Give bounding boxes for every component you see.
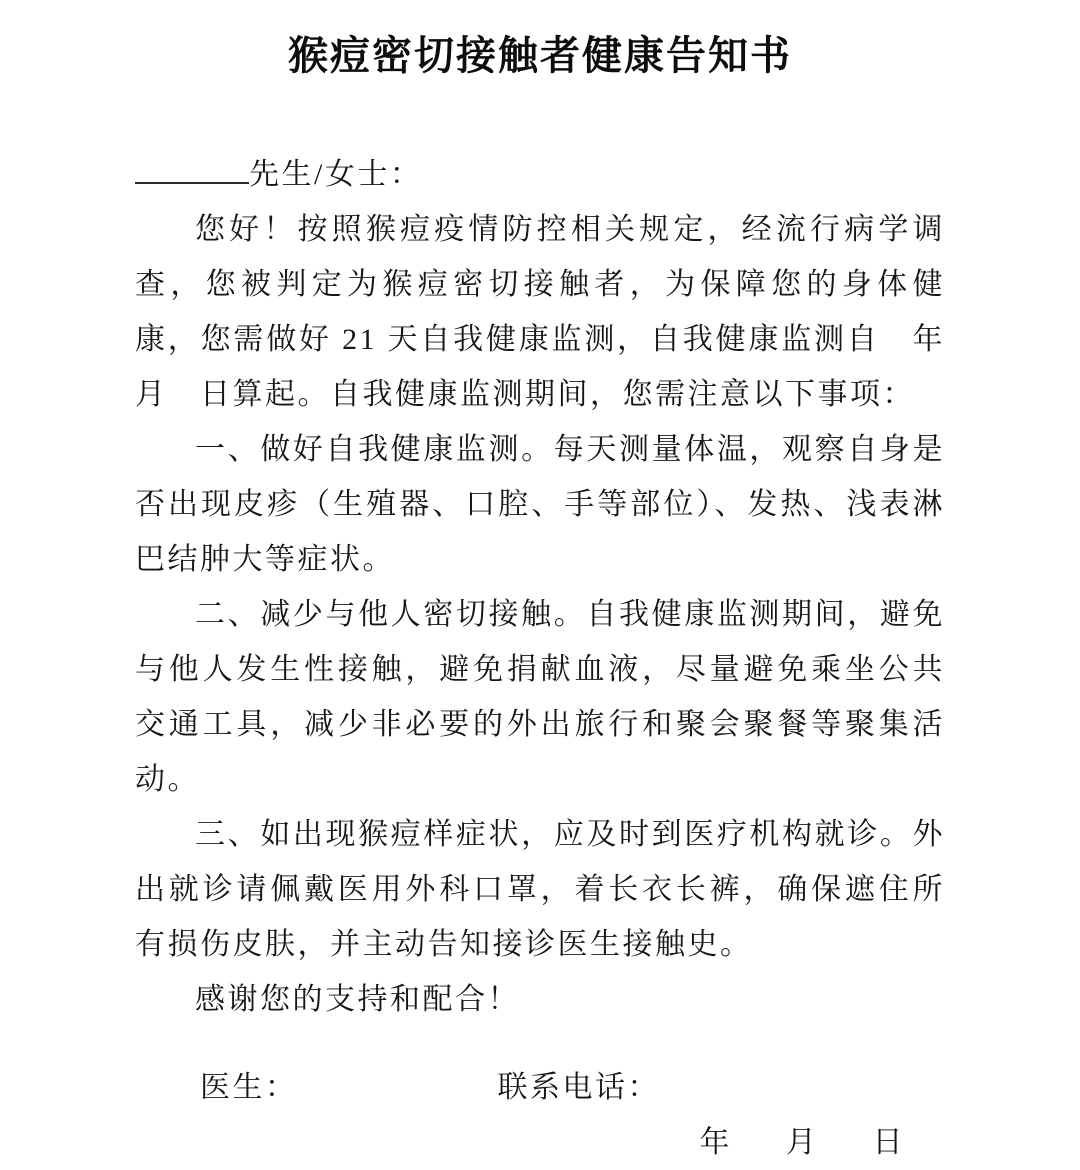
paragraph-item-3-seek-care: 三、如出现猴痘样症状，应及时到医疗机构就诊。外出就诊请佩戴医用外科口罩，着长衣长裤，确保遮住所有损伤皮肤，并主动告知接诊医生接触史。 (135, 818, 945, 961)
greeting-line (135, 147, 945, 202)
salutation-label: 先生/女士： (249, 158, 423, 191)
doctor-label: 医生： (200, 1071, 298, 1104)
date-month-label: 月 (786, 1126, 819, 1159)
recipient-name-blank (135, 150, 249, 184)
contact-phone-label: 联系电话： (497, 1071, 660, 1104)
signature-row (135, 1060, 945, 1115)
paragraph-item-2-reduce-contact: 二、减少与他人密切接触。自我健康监测期间，避免与他人发生性接触，避免捐献血液，尽量避免乘坐公共交通工具，减少非必要的外出旅行和聚会聚餐等聚集活动。 (135, 598, 945, 796)
paragraph-thanks: 感谢您的支持和配合！ (195, 983, 520, 1016)
document-title: 猴痘密切接触者健康告知书 (288, 33, 792, 78)
document-body (135, 147, 978, 1170)
paragraph-item-1-self-monitoring: 一、做好自我健康监测。每天测量体温，观察自身是否出现皮疹（生殖器、口腔、手等部位）、发热、浅表淋巴结肿大等症状。 (135, 433, 945, 576)
date-row (135, 1115, 945, 1170)
paragraph-intro: 您好！按照猴痘疫情防控相关规定，经流行病学调查，您被判定为猴痘密切接触者，为保障您的身体健康，您需做好 21 天自我健康监测，自我健康监测自 年 月 日算起。自我健康监测期间，您需注意以下事项： (135, 213, 978, 411)
date-day-label: 日 (872, 1126, 905, 1159)
date-year-label: 年 (699, 1126, 732, 1159)
